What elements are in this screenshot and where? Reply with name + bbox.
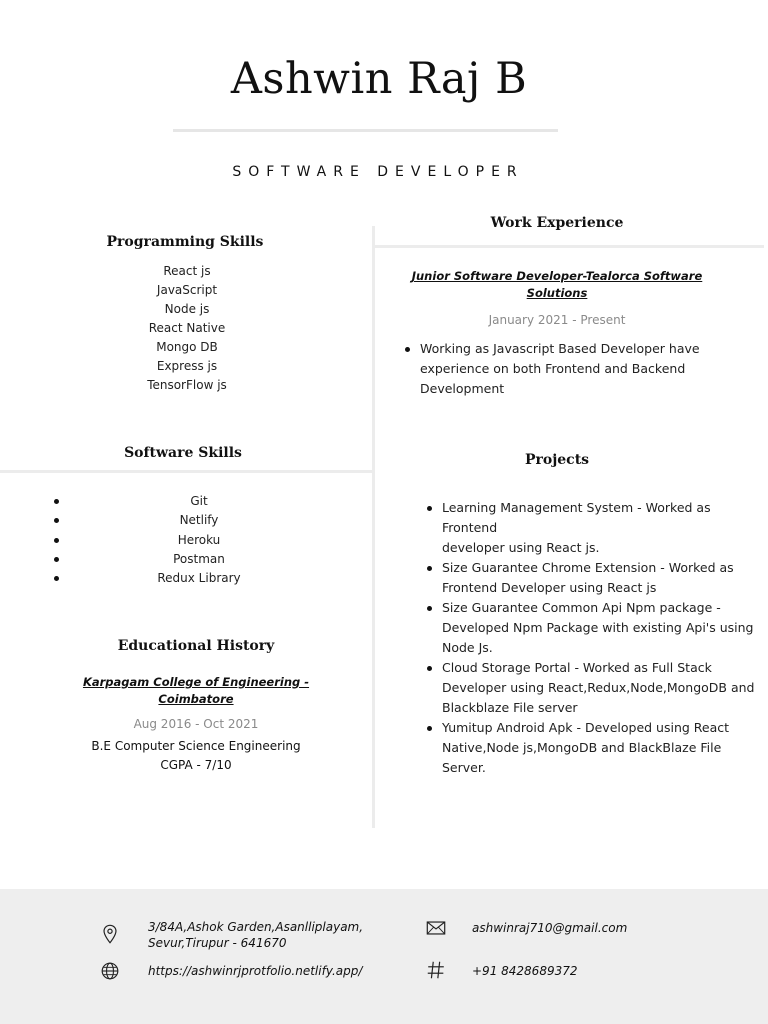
list-item: Working as Javascript Based Developer have experience on both Frontend and Backend Development	[402, 339, 732, 399]
list-item: Size Guarantee Chrome Extension - Worked as Frontend Developer using React js	[424, 558, 768, 598]
education-details	[40, 737, 352, 775]
envelope-icon	[425, 917, 447, 939]
list-item: Learning Management System - Worked as Frontend developer using React js.	[424, 498, 768, 558]
list-item: Express js	[156, 359, 218, 373]
candidate-name: Ashwin Raj B	[230, 54, 528, 104]
list-item: Node js	[164, 302, 210, 316]
address	[148, 919, 388, 951]
software-skills-rule	[0, 470, 372, 473]
list-item: TensorFlow js	[147, 378, 227, 392]
software-skills-title: Software Skills	[124, 445, 242, 461]
degree: B.E Computer Science Engineering	[91, 739, 301, 753]
list-item: JavaScript	[156, 283, 218, 297]
list-item: Heroku	[54, 531, 344, 550]
programming-skills-list	[0, 262, 374, 395]
projects-title: Projects	[524, 452, 590, 468]
website-link[interactable]: https://ashwinrjprotfolio.netlify.app/	[148, 964, 363, 978]
education-title: Educational History	[117, 638, 275, 654]
address-line: 3/84A,Ashok Garden,Asanlliplayam,	[148, 920, 364, 934]
job-role: SOFTWARE DEVELOPER	[232, 164, 524, 180]
job-title	[376, 268, 738, 302]
programming-skills-title: Programming Skills	[106, 234, 264, 250]
institution-line: Karpagam College of Engineering -	[82, 675, 310, 689]
list-item: Yumitup Android Apk - Developed using React Native,Node js,MongoDB and BlackBlaze File Server.	[424, 718, 768, 778]
list-item: Git	[54, 492, 344, 511]
list-item: Cloud Storage Portal - Worked as Full Stack Developer using React,Redux,Node,MongoDB and Blackblaze File server	[424, 658, 768, 718]
address-line: Sevur,Tirupur - 641670	[148, 936, 287, 950]
institution-name	[40, 674, 352, 708]
education-dates: Aug 2016 - Oct 2021	[133, 717, 259, 731]
cgpa: CGPA - 7/10	[160, 758, 232, 772]
list-item: Redux Library	[54, 569, 344, 588]
job-title-line: Solutions	[526, 286, 588, 300]
location-pin-icon	[99, 923, 121, 945]
list-item: Netlify	[54, 511, 344, 530]
list-item: React Native	[148, 321, 226, 335]
software-skills-list	[54, 492, 344, 588]
job-dates: January 2021 - Present	[488, 313, 626, 327]
email-link[interactable]: ashwinraj710@gmail.com	[472, 921, 628, 935]
work-experience-title: Work Experience	[490, 215, 624, 231]
job-title-line: Junior Software Developer-Tealorca Software	[411, 269, 703, 283]
list-item: Postman	[54, 550, 344, 569]
projects-list	[424, 498, 768, 778]
list-item: React js	[163, 264, 211, 278]
name-divider	[173, 129, 558, 132]
phone-number: +91 8428689372	[472, 964, 578, 978]
contact-footer	[0, 889, 768, 1024]
list-item: Size Guarantee Common Api Npm package - Developed Npm Package with existing Api's using Node Js.	[424, 598, 768, 658]
work-experience-rule	[375, 245, 764, 248]
globe-icon	[99, 960, 121, 982]
list-item: Mongo DB	[156, 340, 218, 354]
institution-line: Coimbatore	[158, 692, 234, 706]
phone-hash-icon	[425, 959, 447, 981]
work-bullets	[402, 339, 732, 399]
